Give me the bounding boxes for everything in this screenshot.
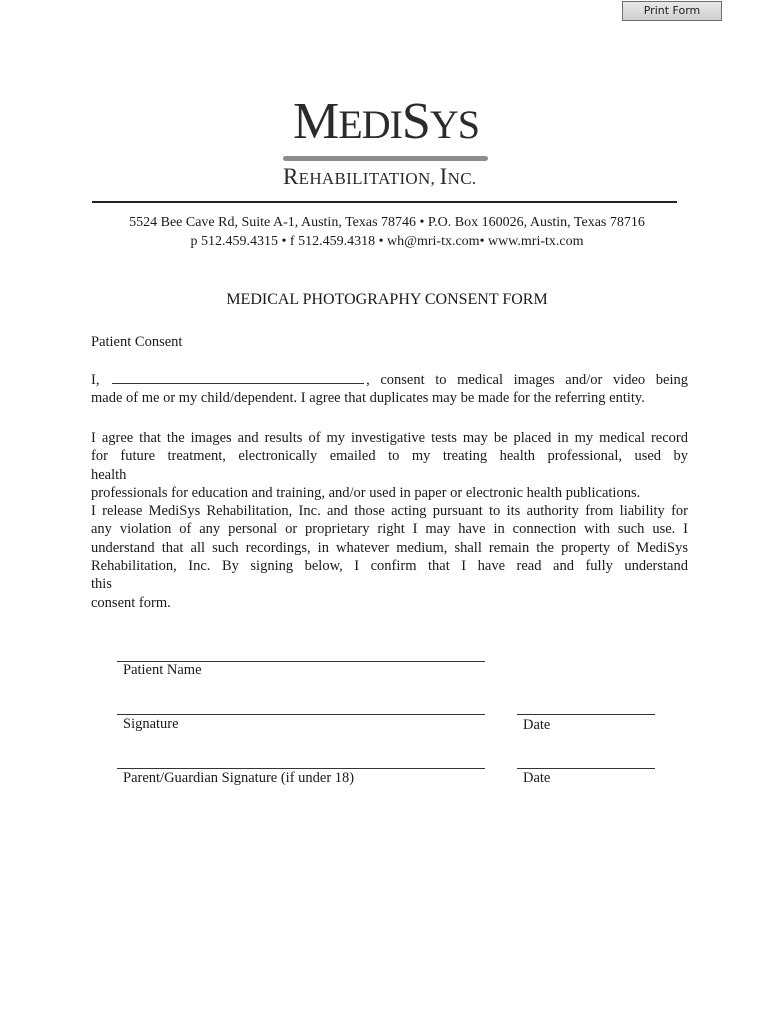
text-line: this (91, 576, 112, 593)
patient-name-blank[interactable] (112, 371, 364, 384)
text-line: professionals for education and training, and/or used in paper or electronic health publications. (91, 484, 641, 501)
date-line-1[interactable] (517, 714, 655, 715)
agreement-paragraph (91, 429, 688, 612)
date-label-2: Date (523, 770, 551, 786)
patient-name-label: Patient Name (123, 662, 202, 678)
form-title: MEDICAL PHOTOGRAPHY CONSENT FORM (226, 291, 548, 308)
consent-line-1: I, , consent to medical images and/or video being (91, 372, 689, 388)
section-label: Patient Consent (91, 334, 183, 350)
contact-line: p 512.459.4315 • f 512.459.4318 • wh@mri-tx.com• www.mri-tx.com (190, 234, 584, 249)
text-line: understand that all such recordings, in whatever medium, shall remain the property of MediSys (91, 539, 688, 556)
text-line: for future treatment, electronically emailed to my treating health professional, used by (91, 448, 688, 465)
address-line: 5524 Bee Cave Rd, Suite A-1, Austin, Texas 78746 • P.O. Box 160026, Austin, Texas 78716 (129, 215, 645, 230)
text-line: I agree that the images and results of my investigative tests may be placed in my medical record (91, 430, 688, 446)
signature-label: Signature (123, 716, 179, 732)
header-divider (92, 201, 677, 203)
logo-bar (283, 156, 488, 161)
guardian-signature-label: Parent/Guardian Signature (if under 18) (123, 770, 355, 786)
text-line: consent form. (91, 594, 171, 611)
print-form-button[interactable]: Print Form (622, 1, 722, 21)
text-line: Rehabilitation, Inc. By signing below, I confirm that I have read and fully understand (91, 558, 688, 575)
text-line: I release MediSys Rehabilitation, Inc. and those acting pursuant to its authority from liability for (91, 503, 688, 520)
consent-line-2: made of me or my child/dependent. I agree that duplicates may be made for the referring entity. (91, 390, 645, 407)
company-logo-name: MEDISYS (293, 93, 479, 150)
date-label-1: Date (523, 717, 551, 733)
consent-paragraph (91, 371, 688, 408)
text-line: health (91, 466, 127, 483)
text-line: any violation of any personal or proprietary right I may have in connection with such use. I (91, 521, 688, 538)
company-logo-subtitle: REHABILITATION, INC. (283, 164, 477, 189)
